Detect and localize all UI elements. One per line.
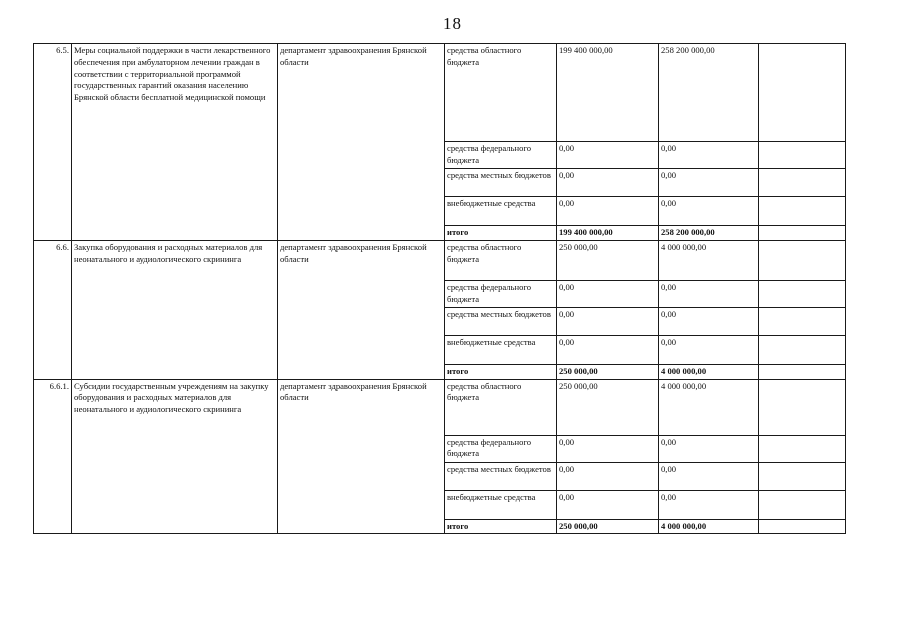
funding-source: внебюджетные средства (445, 197, 557, 226)
amount-cell: 258 200 000,00 (659, 226, 759, 241)
amount-cell: 0,00 (659, 142, 759, 169)
table-row (34, 379, 846, 435)
funding-source: средства федерального бюджета (445, 280, 557, 307)
amount-cell: 250 000,00 (557, 364, 659, 379)
responsible-department: департамент здравоохранения Брянской области (278, 44, 445, 241)
amount-cell: 0,00 (659, 462, 759, 490)
amount-cell: 250 000,00 (557, 379, 659, 435)
funding-source: средства федерального бюджета (445, 435, 557, 462)
responsible-department: департамент здравоохранения Брянской области (278, 240, 445, 379)
amount-cell: 199 400 000,00 (557, 44, 659, 142)
amount-cell (759, 240, 846, 280)
amount-cell (759, 307, 846, 335)
program-financing-table (33, 43, 846, 534)
funding-source: средства местных бюджетов (445, 307, 557, 335)
funding-source: средства местных бюджетов (445, 169, 557, 197)
amount-cell (759, 280, 846, 307)
amount-cell: 4 000 000,00 (659, 379, 759, 435)
page-number: 18 (443, 14, 462, 33)
section-title: Закупка оборудования и расходных материалов для неонатального и аудиологического скрининга (72, 240, 278, 379)
amount-cell (759, 435, 846, 462)
amount-cell (759, 197, 846, 226)
funding-source: средства федерального бюджета (445, 142, 557, 169)
amount-cell: 258 200 000,00 (659, 44, 759, 142)
table-row (34, 44, 846, 142)
amount-cell: 0,00 (659, 490, 759, 519)
responsible-department: департамент здравоохранения Брянской области (278, 379, 445, 534)
funding-source: итого (445, 364, 557, 379)
section-number: 6.6. (34, 240, 72, 379)
amount-cell: 4 000 000,00 (659, 519, 759, 534)
amount-cell: 250 000,00 (557, 519, 659, 534)
funding-source: итого (445, 519, 557, 534)
amount-cell (759, 519, 846, 534)
amount-cell: 4 000 000,00 (659, 240, 759, 280)
amount-cell (759, 142, 846, 169)
amount-cell (759, 490, 846, 519)
section-title: Меры социальной поддержки в части лекарственного обеспечения при амбулаторном лечении граждан в соответствии с территориальной программой государственных гарантий оказания населению Брянской области бесплатной медицинской помощи (72, 44, 278, 241)
amount-cell (759, 379, 846, 435)
amount-cell: 0,00 (557, 307, 659, 335)
amount-cell: 0,00 (557, 462, 659, 490)
amount-cell: 0,00 (557, 435, 659, 462)
amount-cell: 0,00 (557, 280, 659, 307)
section-number: 6.6.1. (34, 379, 72, 534)
amount-cell: 0,00 (557, 490, 659, 519)
amount-cell (759, 364, 846, 379)
amount-cell: 0,00 (659, 197, 759, 226)
amount-cell: 0,00 (659, 435, 759, 462)
amount-cell: 0,00 (659, 280, 759, 307)
amount-cell (759, 462, 846, 490)
funding-source: средства областного бюджета (445, 240, 557, 280)
section-number: 6.5. (34, 44, 72, 241)
amount-cell: 0,00 (557, 335, 659, 364)
funding-source: внебюджетные средства (445, 335, 557, 364)
amount-cell (759, 44, 846, 142)
funding-source: внебюджетные средства (445, 490, 557, 519)
amount-cell: 199 400 000,00 (557, 226, 659, 241)
table-row (34, 240, 846, 280)
amount-cell: 0,00 (659, 335, 759, 364)
amount-cell (759, 335, 846, 364)
funding-source: средства местных бюджетов (445, 462, 557, 490)
amount-cell: 250 000,00 (557, 240, 659, 280)
amount-cell: 0,00 (557, 197, 659, 226)
amount-cell: 0,00 (659, 307, 759, 335)
amount-cell: 0,00 (557, 142, 659, 169)
amount-cell (759, 169, 846, 197)
funding-source: средства областного бюджета (445, 44, 557, 142)
amount-cell: 0,00 (659, 169, 759, 197)
amount-cell: 4 000 000,00 (659, 364, 759, 379)
section-title: Субсидии государственным учреждениям на закупку оборудования и расходных материалов для неонатального и аудиологического скрининга (72, 379, 278, 534)
funding-source: средства областного бюджета (445, 379, 557, 435)
amount-cell (759, 226, 846, 241)
funding-source: итого (445, 226, 557, 241)
amount-cell: 0,00 (557, 169, 659, 197)
